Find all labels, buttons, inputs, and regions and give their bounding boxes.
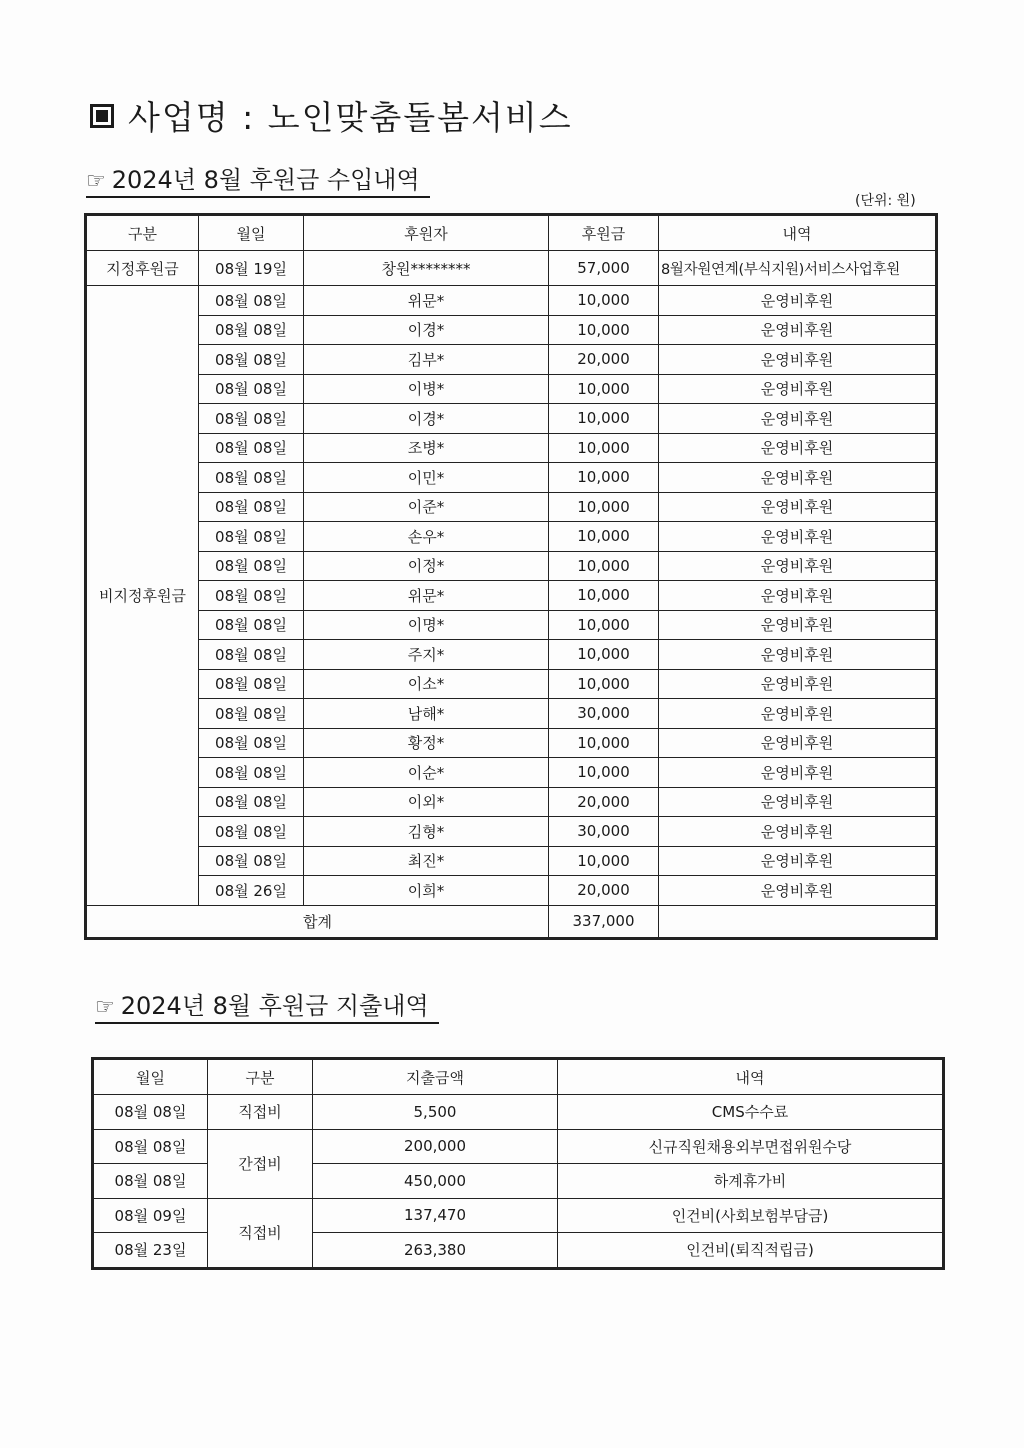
- header-date: 월일: [93, 1059, 208, 1095]
- expense-row: [93, 1095, 944, 1130]
- income-amount: 10,000: [549, 728, 659, 758]
- income-date: 08월 08일: [199, 699, 304, 729]
- expense-category: 간접비: [208, 1129, 313, 1198]
- income-date: 08월 08일: [199, 581, 304, 611]
- income-amount: 10,000: [549, 315, 659, 345]
- income-date: 08월 08일: [199, 669, 304, 699]
- total-amount: 337,000: [549, 905, 659, 938]
- income-row: [86, 581, 937, 611]
- expense-row: [93, 1198, 944, 1233]
- income-description: 운영비후원: [659, 404, 937, 434]
- income-donor: 이소*: [304, 669, 549, 699]
- header-date: 월일: [199, 215, 304, 251]
- income-description: 운영비후원: [659, 699, 937, 729]
- expense-date: 08월 09일: [93, 1198, 208, 1233]
- income-section-heading: [86, 160, 430, 198]
- expense-amount: 200,000: [313, 1129, 558, 1164]
- income-donor: 주지*: [304, 640, 549, 670]
- expense-description: 신규직원채용외부면접위원수당: [558, 1129, 944, 1164]
- expense-amount: 450,000: [313, 1164, 558, 1199]
- income-donor: 남해*: [304, 699, 549, 729]
- income-date: 08월 08일: [199, 463, 304, 493]
- income-table: [84, 213, 938, 940]
- income-row: [86, 551, 937, 581]
- expense-table: [91, 1057, 945, 1270]
- income-amount: 10,000: [549, 286, 659, 316]
- income-amount: 10,000: [549, 404, 659, 434]
- income-row: [86, 669, 937, 699]
- expense-header-row: [93, 1059, 944, 1095]
- income-date: 08월 08일: [199, 640, 304, 670]
- income-donor: 황정*: [304, 728, 549, 758]
- expense-description: CMS수수료: [558, 1095, 944, 1130]
- income-donor: 이민*: [304, 463, 549, 493]
- income-row: [86, 374, 937, 404]
- income-donor: 이경*: [304, 404, 549, 434]
- income-amount: 10,000: [549, 669, 659, 699]
- income-date: 08월 08일: [199, 492, 304, 522]
- income-amount: 20,000: [549, 345, 659, 375]
- income-description: 운영비후원: [659, 876, 937, 906]
- income-row: [86, 610, 937, 640]
- income-description: 운영비후원: [659, 286, 937, 316]
- income-date: 08월 08일: [199, 846, 304, 876]
- expense-category: 직접비: [208, 1198, 313, 1268]
- income-row: [86, 876, 937, 906]
- income-date: 08월 26일: [199, 876, 304, 906]
- page-title: [90, 92, 573, 139]
- income-date: 08월 08일: [199, 433, 304, 463]
- designated-category: 지정후원금: [86, 251, 199, 286]
- income-description: 운영비후원: [659, 669, 937, 699]
- income-row: [86, 463, 937, 493]
- expense-section-heading: [95, 986, 439, 1024]
- income-row: [86, 345, 937, 375]
- income-description: 운영비후원: [659, 758, 937, 788]
- pointing-hand-icon: ☞: [95, 995, 115, 1020]
- designated-date: 08월 19일: [199, 251, 304, 286]
- income-date: 08월 08일: [199, 522, 304, 552]
- expense-description: 인건비(퇴직적립금): [558, 1233, 944, 1269]
- header-description: 내역: [558, 1059, 944, 1095]
- income-donor: 이경*: [304, 315, 549, 345]
- income-date: 08월 08일: [199, 315, 304, 345]
- header-category: 구분: [86, 215, 199, 251]
- income-donor: 이외*: [304, 787, 549, 817]
- income-amount: 10,000: [549, 581, 659, 611]
- income-donor: 이순*: [304, 758, 549, 788]
- income-amount: 10,000: [549, 522, 659, 552]
- income-amount: 10,000: [549, 640, 659, 670]
- expense-date: 08월 23일: [93, 1233, 208, 1269]
- expense-description: 하계휴가비: [558, 1164, 944, 1199]
- expense-row: [93, 1129, 944, 1164]
- income-row: [86, 758, 937, 788]
- income-header-row: [86, 215, 937, 251]
- income-amount: 20,000: [549, 876, 659, 906]
- income-description: 운영비후원: [659, 433, 937, 463]
- income-row: [86, 728, 937, 758]
- income-amount: 30,000: [549, 817, 659, 847]
- income-description: 운영비후원: [659, 492, 937, 522]
- total-row: [86, 905, 937, 938]
- income-description: 운영비후원: [659, 463, 937, 493]
- income-amount: 10,000: [549, 846, 659, 876]
- expense-date: 08월 08일: [93, 1095, 208, 1130]
- undesignated-category: 비지정후원금: [86, 286, 199, 906]
- income-description: 운영비후원: [659, 315, 937, 345]
- income-donor: 최진*: [304, 846, 549, 876]
- income-date: 08월 08일: [199, 728, 304, 758]
- income-donor: 김부*: [304, 345, 549, 375]
- income-donor: 이명*: [304, 610, 549, 640]
- income-amount: 10,000: [549, 610, 659, 640]
- income-row: [86, 699, 937, 729]
- designated-donor: 창원********: [304, 251, 549, 286]
- income-amount: 10,000: [549, 374, 659, 404]
- page-title-text: 사업명 : 노인맞춤돌봄서비스: [128, 98, 573, 137]
- income-donor: 김형*: [304, 817, 549, 847]
- income-amount: 10,000: [549, 551, 659, 581]
- income-amount: 30,000: [549, 699, 659, 729]
- expense-amount: 5,500: [313, 1095, 558, 1130]
- header-description: 내역: [659, 215, 937, 251]
- expense-amount: 263,380: [313, 1233, 558, 1269]
- total-description: [659, 905, 937, 938]
- income-row: [86, 315, 937, 345]
- income-description: 운영비후원: [659, 551, 937, 581]
- expense-date: 08월 08일: [93, 1129, 208, 1164]
- income-amount: 20,000: [549, 787, 659, 817]
- income-donor: 이정*: [304, 551, 549, 581]
- income-row: [86, 787, 937, 817]
- income-description: 운영비후원: [659, 817, 937, 847]
- header-donor: 후원자: [304, 215, 549, 251]
- income-description: 운영비후원: [659, 640, 937, 670]
- income-row: [86, 404, 937, 434]
- income-row: [86, 817, 937, 847]
- income-donor: 이병*: [304, 374, 549, 404]
- income-heading-text: 2024년 8월 후원금 수입내역: [111, 166, 420, 194]
- income-description: 운영비후원: [659, 581, 937, 611]
- expense-amount: 137,470: [313, 1198, 558, 1233]
- income-amount: 10,000: [549, 758, 659, 788]
- income-date: 08월 08일: [199, 610, 304, 640]
- expense-date: 08월 08일: [93, 1164, 208, 1199]
- income-row: [86, 846, 937, 876]
- income-donor: 손우*: [304, 522, 549, 552]
- income-amount: 10,000: [549, 433, 659, 463]
- income-description: 운영비후원: [659, 522, 937, 552]
- income-row: [86, 286, 937, 316]
- income-description: 운영비후원: [659, 787, 937, 817]
- header-category: 구분: [208, 1059, 313, 1095]
- income-donor: 이희*: [304, 876, 549, 906]
- income-date: 08월 08일: [199, 817, 304, 847]
- income-description: 운영비후원: [659, 345, 937, 375]
- expense-description: 인건비(사회보험부담금): [558, 1198, 944, 1233]
- income-row: [86, 640, 937, 670]
- designated-row: [86, 251, 937, 286]
- total-label: 합계: [86, 905, 549, 938]
- income-description: 운영비후원: [659, 374, 937, 404]
- income-amount: 10,000: [549, 492, 659, 522]
- expense-category: 직접비: [208, 1095, 313, 1130]
- income-donor: 이준*: [304, 492, 549, 522]
- unit-note: (단위: 원): [855, 193, 916, 209]
- income-description: 운영비후원: [659, 728, 937, 758]
- income-row: [86, 433, 937, 463]
- designated-amount: 57,000: [549, 251, 659, 286]
- income-date: 08월 08일: [199, 345, 304, 375]
- pointing-hand-icon: ☞: [86, 169, 106, 194]
- square-bullet-icon: [90, 104, 114, 128]
- income-date: 08월 08일: [199, 404, 304, 434]
- income-amount: 10,000: [549, 463, 659, 493]
- income-description: 운영비후원: [659, 610, 937, 640]
- income-date: 08월 08일: [199, 286, 304, 316]
- expense-heading-text: 2024년 8월 후원금 지출내역: [120, 992, 429, 1020]
- income-date: 08월 08일: [199, 374, 304, 404]
- income-donor: 위문*: [304, 286, 549, 316]
- designated-description: 8월자원연계(부식지원)서비스사업후원: [659, 251, 937, 286]
- income-date: 08월 08일: [199, 758, 304, 788]
- income-donor: 위문*: [304, 581, 549, 611]
- income-donor: 조병*: [304, 433, 549, 463]
- income-date: 08월 08일: [199, 551, 304, 581]
- header-amount: 후원금: [549, 215, 659, 251]
- income-row: [86, 522, 937, 552]
- income-date: 08월 08일: [199, 787, 304, 817]
- income-description: 운영비후원: [659, 846, 937, 876]
- header-amount: 지출금액: [313, 1059, 558, 1095]
- income-row: [86, 492, 937, 522]
